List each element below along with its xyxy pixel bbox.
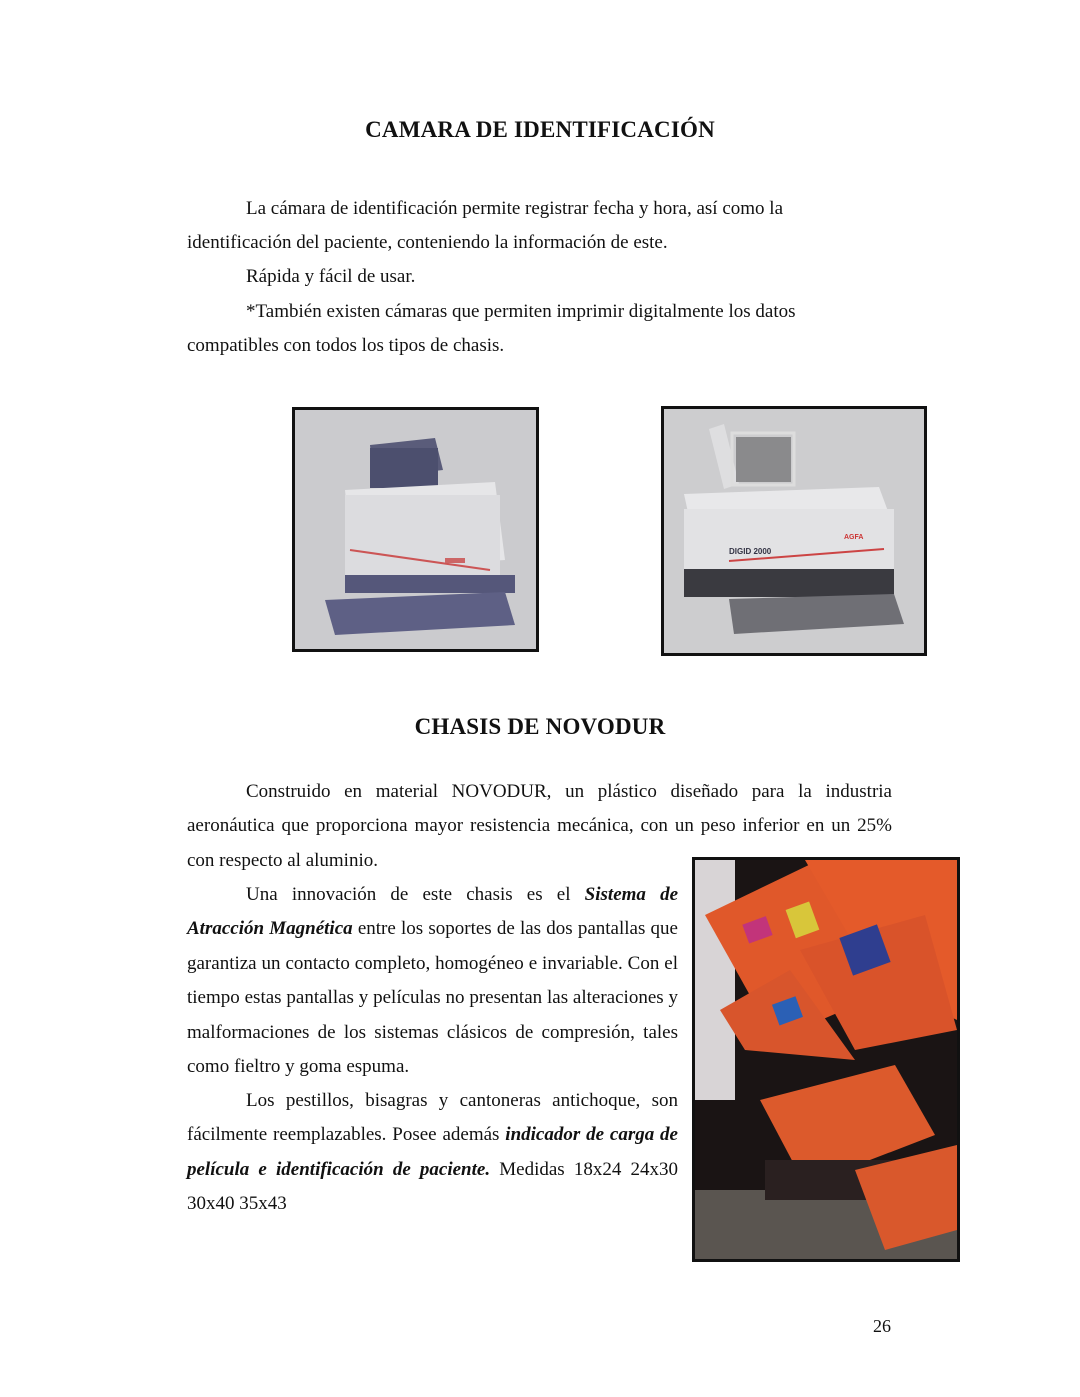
digid-illustration-icon: [664, 409, 924, 653]
cassettes-illustration-icon: [695, 860, 957, 1259]
paragraph-chasis-2: Una innovación de este chasis es el Sistema de Atracción Magnética entre los soportes de las dos pantallas que garantiza un contacto completo, homogéneo e invariable. Con el tiempo estas pantallas y películas no presentan las alteraciones y malformaciones de los sistemas clásicos de compresión, tales como fieltro y goma espuma.: [187, 884, 678, 1078]
image-agfa-camera: [292, 407, 539, 652]
paragraph-chasis-1: Construido en material NOVODUR, un plástico diseñado para la industria aeronáutica que proporciona mayor resistencia mecánica, con un peso inferior en un 25% con respecto al aluminio.: [187, 781, 892, 871]
image-digid-2000: [661, 406, 927, 656]
paragraph-camara-2: Rápida y fácil de usar.: [246, 266, 416, 287]
section-title-chasis: CHASIS DE NOVODUR: [414, 714, 666, 739]
camera-illustration-icon: [295, 410, 536, 649]
paragraph-camara-1: La cámara de identificación permite registrar fecha y hora, así como la identificación del paciente, conteniendo la información de este.: [187, 198, 784, 254]
svg-text:DIGID 2000: DIGID 2000: [729, 547, 772, 556]
paragraph-chasis-3: Los pestillos, bisagras y cantoneras antichoque, son fácilmente reemplazables. Posee además indicador de carga de película e identificación de paciente. Medidas 18x24 24x30 30x40 35x43: [187, 1090, 678, 1215]
sistema-atraccion-magnetica: Sistema de Atracción Magnética: [187, 884, 678, 940]
image-novodur-cassettes: [692, 857, 960, 1262]
indicador-carga: indicador de carga de película e identificación de paciente.: [187, 1124, 678, 1180]
paragraph-camara-3: *También existen cámaras que permiten imprimir digitalmente los datos compatibles con todos los tipos de chasis.: [187, 301, 796, 357]
page-number: 26: [873, 1316, 891, 1336]
section-title-camara: CAMARA DE IDENTIFICACIÓN: [365, 117, 715, 142]
svg-text:AGFA: AGFA: [844, 534, 864, 541]
